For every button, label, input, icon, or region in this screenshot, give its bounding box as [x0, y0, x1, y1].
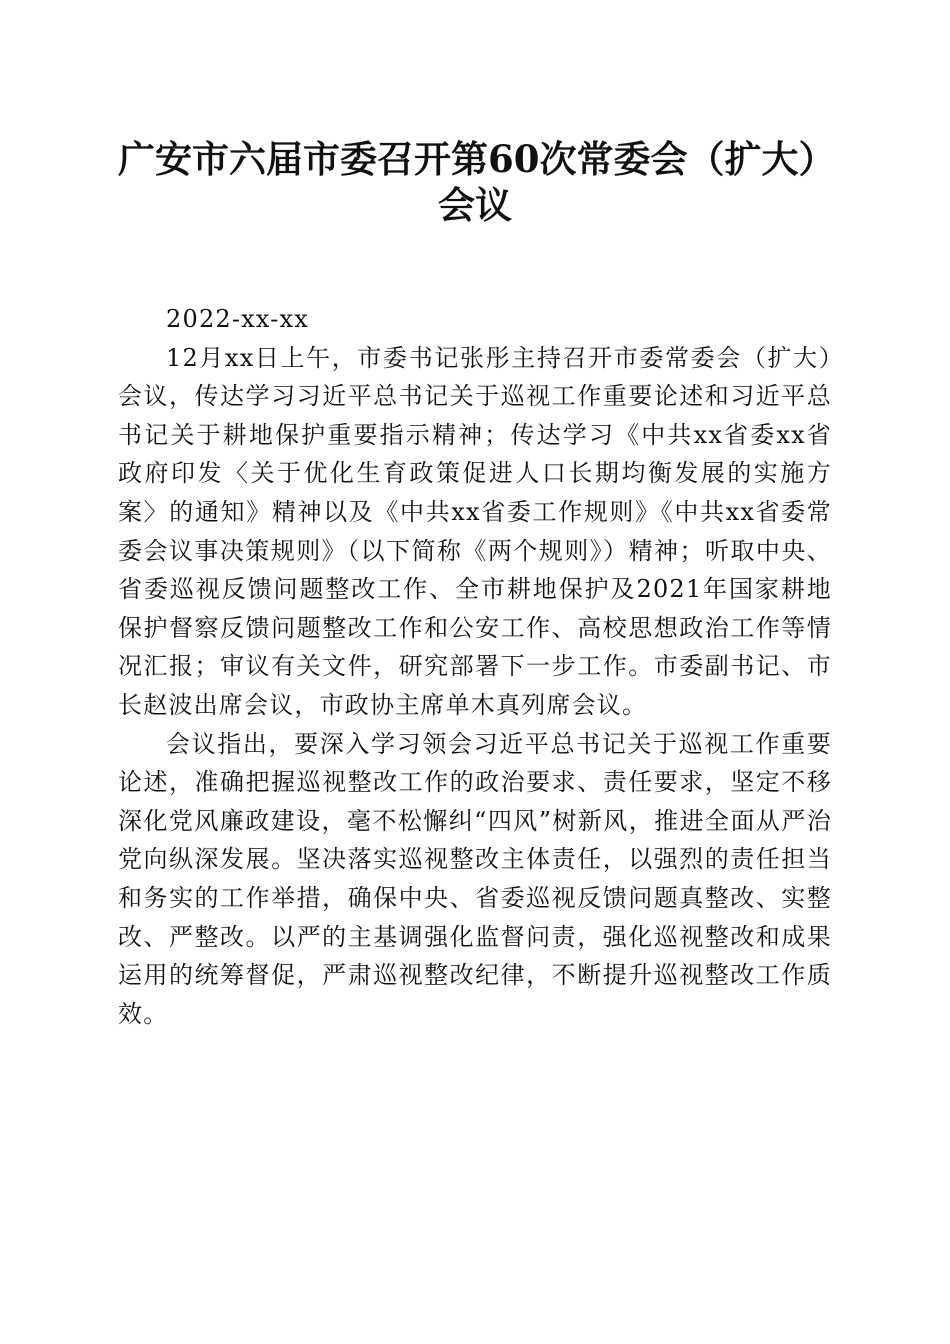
document-body	[118, 300, 832, 1033]
paragraph-2: 会议指出，要深入学习领会习近平总书记关于巡视工作重要论述，准确把握巡视整改工作的政治要求、责任要求，坚定不移深化党风廉政建设，毫不松懈纠“四风”树新风，推进全面从严治党向纵深发展。坚决落实巡视整改主体责任，以强烈的责任担当和务实的工作举措，确保中央、省委巡视反馈问题真整改、实整改、严整改。以严的主基调强化监督问责，强化巡视整改和成果运用的统筹督促，严肃巡视整改纪律，不断提升巡视整改工作质效。	[118, 729, 832, 1028]
title-line-2: 会议	[438, 183, 512, 227]
paragraph-1: 12月xx日上午，市委书记张彤主持召开市委常委会（扩大）会议，传达学习习近平总书记关于巡视工作重要论述和习近平总书记关于耕地保护重要指示精神；传达学习《中共xx省委xx省政府印发〈关于优化生育政策促进人口长期均衡发展的实施方案〉的通知》精神以及《中共xx省委工作规则》《中共xx省委常委会议事决策规则》（以下简称《两个规则》）精神；听取中央、省委巡视反馈问题整改工作、全市耕地保护及2021年国家耕地保护督察反馈问题整改工作和公安工作、高校思想政治工作等情况汇报；审议有关文件，研究部署下一步工作。市委副书记、市长赵波出席会议，市政协主席单木真列席会议。	[118, 343, 832, 719]
title-line-1: 广安市六届市委召开第60次常委会（扩大）	[118, 137, 836, 181]
document-title	[118, 136, 836, 228]
document-date: 2022-xx-xx	[166, 305, 310, 333]
